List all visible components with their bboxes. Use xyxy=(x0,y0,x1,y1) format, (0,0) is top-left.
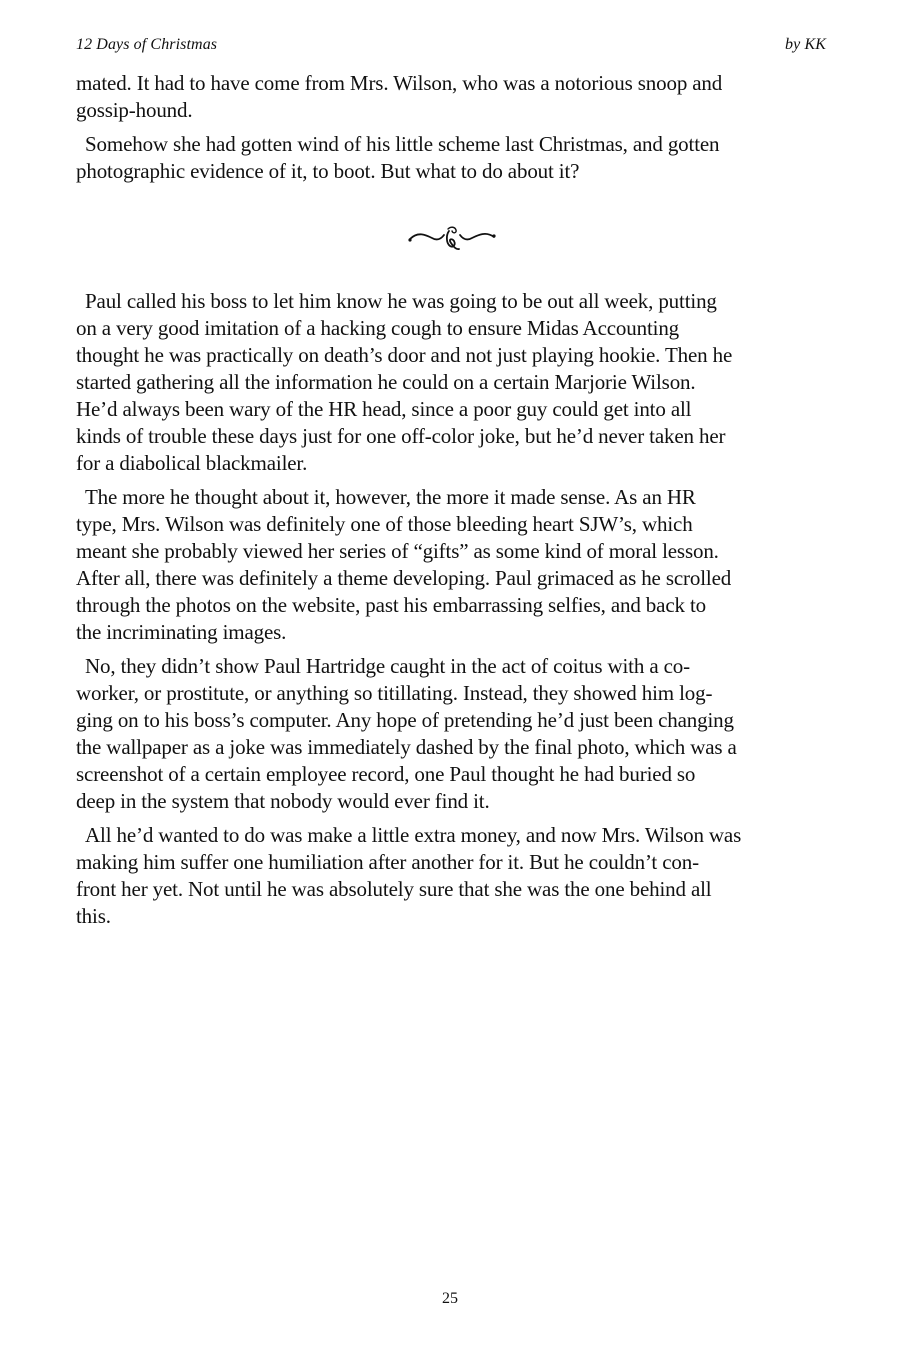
text-line: No, they didn’t show Paul Hartridge caught in the act of coitus with a co- xyxy=(85,654,690,678)
text-line: mated. It had to have come from Mrs. Wilson, who was a notorious snoop and xyxy=(76,71,723,95)
text-line: making him suffer one humiliation after another for it. But he couldn’t con- xyxy=(76,850,699,874)
text-line: the incriminating images. xyxy=(76,620,287,644)
text-line: kinds of trouble these days just for one off-color joke, but he’d never taken her xyxy=(76,424,726,448)
text-line: started gathering all the information he could on a certain Marjorie Wilson. xyxy=(76,370,696,394)
text-line: through the photos on the website, past his embarrassing selfies, and back to xyxy=(76,593,706,617)
book-title: 12 Days of Christmas xyxy=(76,36,218,53)
text-line: deep in the system that nobody would ever find it. xyxy=(76,789,490,813)
text-line: photographic evidence of it, to boot. But what to do about it? xyxy=(76,159,580,183)
text-line: The more he thought about it, however, the more it made sense. As an HR xyxy=(85,485,696,509)
paragraph xyxy=(76,131,828,185)
section-break xyxy=(76,192,828,282)
section-before-break xyxy=(76,70,828,185)
text-line: for a diabolical blackmailer. xyxy=(76,451,308,475)
text-line: screenshot of a certain employee record, one Paul thought he had buried so xyxy=(76,762,696,786)
text-line: on a very good imitation of a hacking cough to ensure Midas Accounting xyxy=(76,316,680,340)
paragraph xyxy=(76,653,828,815)
section-after-break xyxy=(76,288,828,930)
text-line: All he’d wanted to do was make a little extra money, and now Mrs. Wilson was xyxy=(85,823,742,847)
body-text xyxy=(76,70,828,937)
text-line: front her yet. Not until he was absolutely sure that she was the one behind all xyxy=(76,877,712,901)
text-line: worker, or prostitute, or anything so titillating. Instead, they showed him log- xyxy=(76,681,713,705)
paragraph xyxy=(76,484,828,646)
author-credit: by KK xyxy=(785,36,826,53)
text-line: ging on to his boss’s computer. Any hope of pretending he’d just been changing xyxy=(76,708,734,732)
text-line: gossip-hound. xyxy=(76,98,193,122)
page-number: 25 xyxy=(442,1290,458,1307)
text-line: After all, there was definitely a theme developing. Paul grimaced as he scrolled xyxy=(76,566,732,590)
text-line: Somehow she had gotten wind of his little scheme last Christmas, and gotten xyxy=(85,132,720,156)
fleuron-divider-icon xyxy=(404,219,500,255)
text-line: the wallpaper as a joke was immediately dashed by the final photo, which was a xyxy=(76,735,737,759)
paragraph xyxy=(76,822,828,930)
text-line: Paul called his boss to let him know he was going to be out all week, putting xyxy=(85,289,717,313)
text-line: He’d always been wary of the HR head, since a poor guy could get into all xyxy=(76,397,692,421)
text-line: type, Mrs. Wilson was definitely one of those bleeding heart SJW’s, which xyxy=(76,512,693,536)
running-header xyxy=(76,36,826,58)
paragraph xyxy=(76,288,828,477)
text-line: this. xyxy=(76,904,111,928)
text-line: thought he was practically on death’s door and not just playing hookie. Then he xyxy=(76,343,733,367)
paragraph xyxy=(76,70,828,124)
text-line: meant she probably viewed her series of “gifts” as some kind of moral lesson. xyxy=(76,539,719,563)
